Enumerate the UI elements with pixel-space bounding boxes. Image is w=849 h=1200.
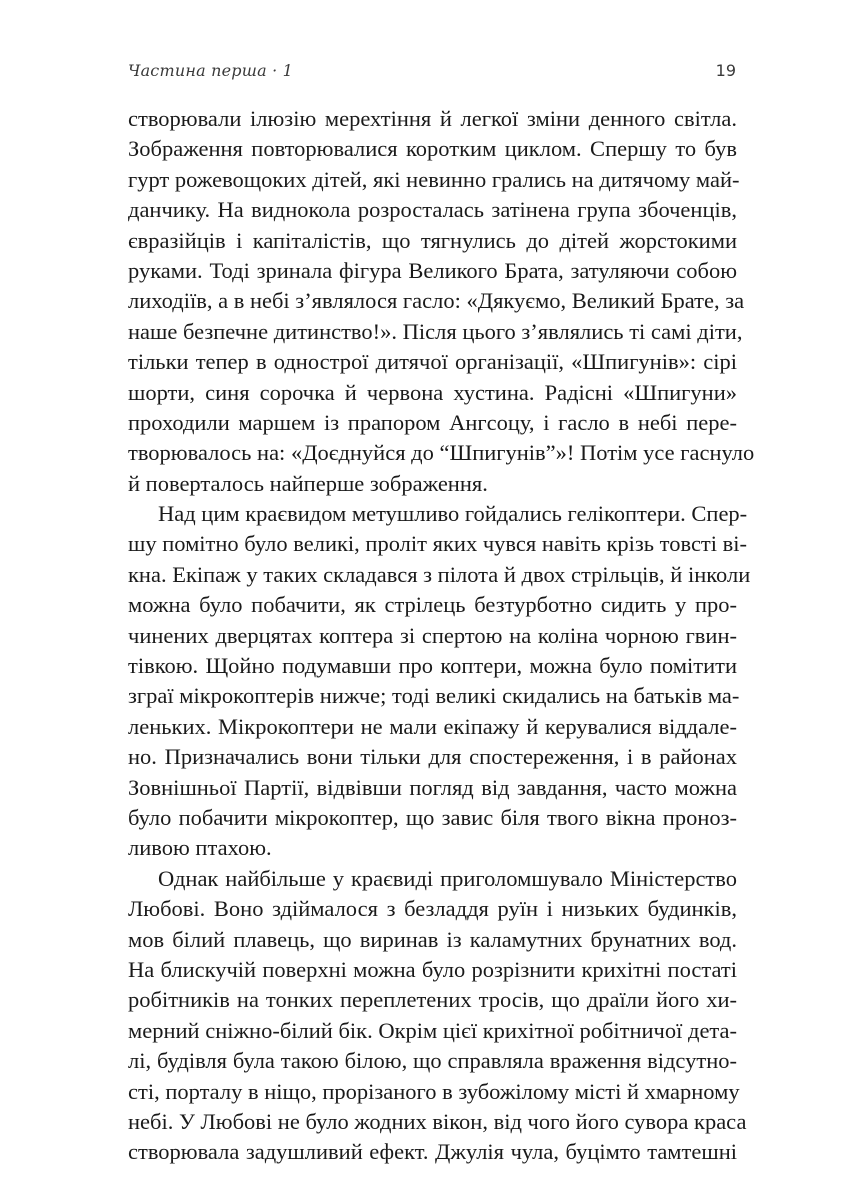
text-line: робітників на тонких переплетених тросів, що драїли його хи- [128, 987, 737, 1013]
text-line: зграї мікрокоптерів нижче; тоді великі скидались на батьків ма- [128, 683, 740, 709]
text-line: ливою птахою. [128, 835, 272, 861]
text-line: створювали ілюзію мерехтіння й легкої зміни денного світла. [128, 106, 737, 131]
text-line: руками. Тоді зринала фігура Великого Брата, затуляючи собою [128, 257, 737, 283]
text-line: проходили маршем із прапором Ангсоцу, і гасло в небі пере- [128, 409, 737, 435]
text-line: Зовнішньої Партії, відвівши погляд від завдання, часто можна [128, 774, 737, 800]
text-line: леньких. Мікрокоптери не мали екіпажу й керувалися віддале- [128, 713, 737, 739]
text-line: На блискучій поверхні можна було розрізнити крихітні постаті [128, 956, 737, 982]
text-line: й поверталось найперше зображення. [128, 470, 488, 496]
text-line: мов білий плавець, що виринав із каламутних брунатних вод. [128, 926, 737, 952]
page-number: 19 [715, 61, 736, 80]
text-line: творювалось на: «Доєднуйся до “Шпигунів”»! Потім усе гаснуло [128, 440, 755, 466]
text-line: Зображення повторювалися коротким циклом. Спершу то був [128, 136, 737, 162]
text-line: сті, порталу в ніщо, прорізаного в зубожілому місті й хмарному [128, 1078, 740, 1104]
text-line: лиходіїв, а в небі з’являлося гасло: «Дякуємо, Великий Брате, за [128, 288, 745, 314]
text-line: но. Призначались вони тільки для спостереження, і в районах [128, 744, 737, 770]
text-line: данчику. На виднокола розросталась затінена група збоченців, [128, 197, 737, 223]
running-head: Частина перша · 1 [128, 61, 294, 80]
text-line: тільки тепер в однострої дитячої організації, «Шпигунів»: сірі [128, 349, 737, 375]
text-line: Любові. Воно здіймалося з безладдя руїн і низьких будинків, [128, 896, 737, 922]
text-line: шу помітно було великі, проліт яких чувся навіть крізь товсті ві- [128, 531, 748, 557]
text-line: чинених дверцятах коптера зі спертою на коліна чорною гвин- [128, 622, 737, 648]
text-line: кна. Екіпаж у таких складався з пілота й двох стрільців, й інколи [128, 561, 751, 587]
text-line: гурт рожевощоких дітей, які невинно грались на дитячому май- [128, 166, 740, 192]
text-line: Однак найбільше у краєвиді приголомшувало Міністерство [158, 865, 737, 891]
text-line: тівкою. Щойно подумавши про коптери, можна було помітити [128, 653, 737, 679]
text-line: наше безпечне дитинство!». Після цього з’являлись ті самі діти, [128, 318, 743, 344]
body-text [128, 104, 755, 1168]
text-line: шорти, синя сорочка й червона хустина. Радісні «Шпигуни» [128, 379, 737, 405]
text-line: створювала задушливий ефект. Джулія чула, буцімто тамтешні [128, 1139, 737, 1165]
text-line: можна було побачити, як стрілець безтурботно сидить у про- [128, 592, 737, 618]
text-line: небі. У Любові не було жодних вікон, від чого його сувора краса [128, 1108, 747, 1134]
text-line: Над цим краєвидом метушливо гойдались гелікоптери. Спер- [158, 501, 748, 527]
text-line: євразійців і капіталістів, що тягнулись до дітей жорстокими [128, 227, 737, 253]
text-line: лі, будівля була такою білою, що справляла враження відсутно- [128, 1048, 737, 1074]
text-line: мерний сніжно-білий бік. Окрім цієї крихітної робітничої дета- [128, 1017, 738, 1043]
text-line: було побачити мікрокоптер, що завис біля твого вікна пронoз- [128, 804, 737, 830]
